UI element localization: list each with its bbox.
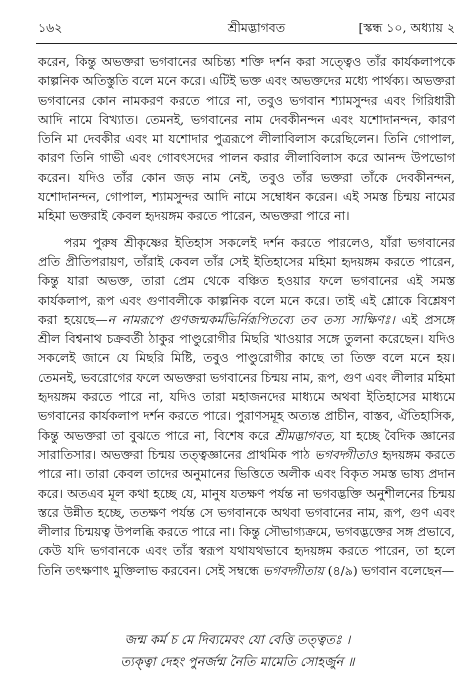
body-text (38, 52, 455, 580)
book-title: শ্রীমদ্ভাগবত (227, 20, 286, 35)
paragraph-1: করেন, কিন্তু অভক্তরা ভগবানের অচিন্ত্য শক্তি দর্শন করা সত্ত্বেও তাঁর কার্যকলাপকে কাল্পনিক অতিস্তুতি বলে মনে করে। এটিই ভক্ত এবং অভক্তদের মধ্যে পার্থক্য। অভক্তরা ভগবানের কোন নামকরণ করতে পারে না, তবুও ভগবান শ্যামসুন্দর এবং গিরিধারী আদি নামে বিখ্যাত। তেমনই, ভগবানের নাম দেবকীনন্দন এবং যশোদানন্দন, কারণ তিনি মা দেবকীর এবং মা যশোদার পুত্ররূপে লীলাবিলাস করেছিলেন। তিনি গোপাল, কারণ তিনি গাভী এবং গোবৎসদের পালন করার লীলাবিলাস করে আনন্দ উপভোগ করেন। যদিও তাঁর কোন জড় নাম নেই, তবুও তাঁর ভক্তরা তাঁকে দেবকীনন্দন, যশোদানন্দন, গোপাল, শ্যামসুন্দর আদি নামে সম্বোধন করেন। এই সমস্ত চিন্ময় নামের মহিমা ভক্তরাই কেবল হৃদয়ঙ্গম করতে পারেন, অভক্তরা পারে না। (38, 54, 455, 224)
book-ref-bhagavatam: শ্রীমদ্ভাগবত, (274, 427, 336, 443)
paragraph-2-part-d: হৃদয়ঙ্গম করতে পারে না। তারা কেবল তাদের অনুমানের ভিত্তিতে অলীক এবং বিকৃত সমস্ত ভাষ্য প্রদান করে। অতএব মূল কথা হচ্ছে যে, মানুষ যতক্ষণ পর্যন্ত না ভগবদ্ভক্তি অনুশীলনের চিন্ময় স্তরে উন্নীত হচ্ছে, ততক্ষণ পর্যন্ত সে ভগবানকে অথবা ভগবানের নাম, রূপ, গুণ এবং লীলার চিন্ময়ত্ব উপলব্ধি করতে পারে না। কিন্তু সৌভাগ্যক্রমে, ভগবদ্ভক্তের সঙ্গ প্রভাবে, কেউ যদি ভগবানকে এবং তাঁর স্বরূপ যথাযথভাবে হৃদয়ঙ্গম করতে পারেন, তা হলে তিনি তৎক্ষণাৎ মুক্তিলাভ করবেন। সেই সম্বন্ধে (38, 446, 455, 578)
verse-line-2: ত্যক্ত্বা দেহং পুনর্জন্ম নৈতি মামেতি সোহর্জুন ॥ (120, 655, 355, 670)
sanskrit-quote: ন নামরূপে গুণজন্মকর্মভির্নিরূপিতব্যে তব তস্য সাক্ষিণঃ। (107, 311, 395, 327)
paragraph-2 (38, 233, 455, 580)
header-rule (36, 43, 457, 44)
paragraph-2-part-e: (৪/৯) ভগবান বলেছেন— (323, 562, 455, 578)
verse (0, 630, 475, 674)
paragraph-2-part-b: এই প্রসঙ্গে শ্রীল বিশ্বনাথ চক্রবর্তী ঠাকুর পাণ্ডুরোগীর মিছরি খাওয়ার সঙ্গে তুলনা করেছেন। যদিও সকলেই জানে যে মিছরি মিষ্টি, তবুও পাণ্ডুরোগীর কাছে তা তিক্ত বলে মনে হয়। তেমনই, ভবরোগের ফলে অভক্তরা ভগবানের চিন্ময় নাম, রূপ, গুণ এবং লীলার মহিমা হৃদয়ঙ্গম করতে পারে না, যদিও তারা মহাজনদের মাধ্যমে অথবা ইতিহাসের মাধ্যমে ভগবানের কার্যকলাপ দর্শন করতে পারে। পুরাণসমূহ অত্যন্ত প্রাচীন, বাস্তব, ঐতিহাসিক, কিন্তু অভক্তরা তা বুঝতে পারে না, বিশেষ করে (38, 311, 456, 443)
paragraph-2-part-c: যা হচ্ছে বৈদিক জ্ঞানের সারাতিসার। অভক্তরা চিন্ময় তত্ত্বজ্ঞানের প্রাথমিক পাঠ (38, 427, 455, 462)
page-number: ১৬২ (38, 20, 63, 35)
page-header (38, 18, 455, 40)
book-ref-gita: ভগবদ্গীতাও (314, 446, 378, 462)
verse-line-1: জন্ম কর্ম চ মে দিব্যমেবং যো বেত্তি তত্ত্বতঃ । (124, 633, 351, 648)
book-ref-gita-2: ভগবদ্গীতায় (262, 562, 324, 578)
section-label: [স্কন্ধ ১০, অধ্যায় ২ (358, 20, 455, 35)
paragraph-2-part-a: পরম পুরুষ শ্রীকৃষ্ণের ইতিহাস সকলেই দর্শন করতে পারলেও, যাঁরা ভগবানের প্রতি প্রীতিপরায়ণ, তাঁরাই কেবল তাঁর সেই ইতিহাসের মহিমা হৃদয়ঙ্গম করতে পারেন, কিন্তু যারা অভক্ত, তারা প্রেম থেকে বঞ্চিত হওয়ার ফলে ভগবানের এই সমস্ত কার্যকলাপ, রূপ এবং গুণাবলীকে কাল্পনিক বলে মনে করে। তাই এই শ্লোকে বিশ্লেষণ করা হয়েছে— (38, 234, 455, 327)
